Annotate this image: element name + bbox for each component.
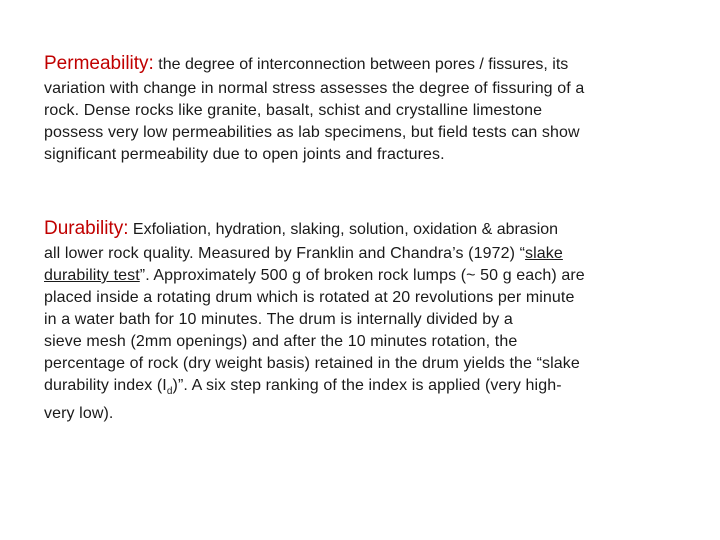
durability-line1-text: all lower rock quality. Measured by Franklin and Chandra’s (1972) “ <box>44 245 525 262</box>
permeability-lead-line <box>44 53 684 76</box>
durability-index-text: durability index (I <box>44 377 167 394</box>
permeability-section <box>44 53 684 166</box>
permeability-line: rock. Dense rocks like granite, basalt, schist and crystalline limestone <box>44 102 543 119</box>
durability-line: sieve mesh (2mm openings) and after the 10 minutes rotation, the <box>44 333 518 350</box>
durability-section <box>44 218 684 425</box>
durability-line <box>44 265 684 287</box>
permeability-line: significant permeability due to open joints and fractures. <box>44 146 445 163</box>
durability-lead-text: Exfoliation, hydration, slaking, solution, oxidation & abrasion <box>128 221 559 238</box>
durability-line: percentage of rock (dry weight basis) retained in the drum yields the “slake <box>44 355 580 372</box>
durability-line: in a water bath for 10 minutes. The drum is internally divided by a <box>44 311 513 328</box>
durability-line: placed inside a rotating drum which is rotated at 20 revolutions per minute <box>44 289 575 306</box>
permeability-line: possess very low permeabilities as lab specimens, but field tests can show <box>44 124 580 141</box>
durability-lead-line <box>44 218 684 241</box>
durability-test-underlined: durability test <box>44 267 140 284</box>
index-subscript: d <box>166 386 173 398</box>
durability-line: very low). <box>44 405 114 423</box>
slake-underlined: slake <box>525 245 563 262</box>
durability-line2-text: ”. Approximately 500 g of broken rock lumps (~ 50 g each) are <box>139 267 585 284</box>
durability-term: Durability: <box>44 218 129 239</box>
permeability-line: variation with change in normal stress assesses the degree of fissuring of a <box>44 80 585 97</box>
durability-line <box>44 375 684 403</box>
permeability-lead-text: the degree of interconnection between pores / fissures, its <box>153 56 569 73</box>
permeability-term: Permeability: <box>44 53 154 74</box>
durability-line <box>44 243 684 265</box>
durability-ranking-text: )”. A six step ranking of the index is applied (very high- <box>172 377 562 394</box>
